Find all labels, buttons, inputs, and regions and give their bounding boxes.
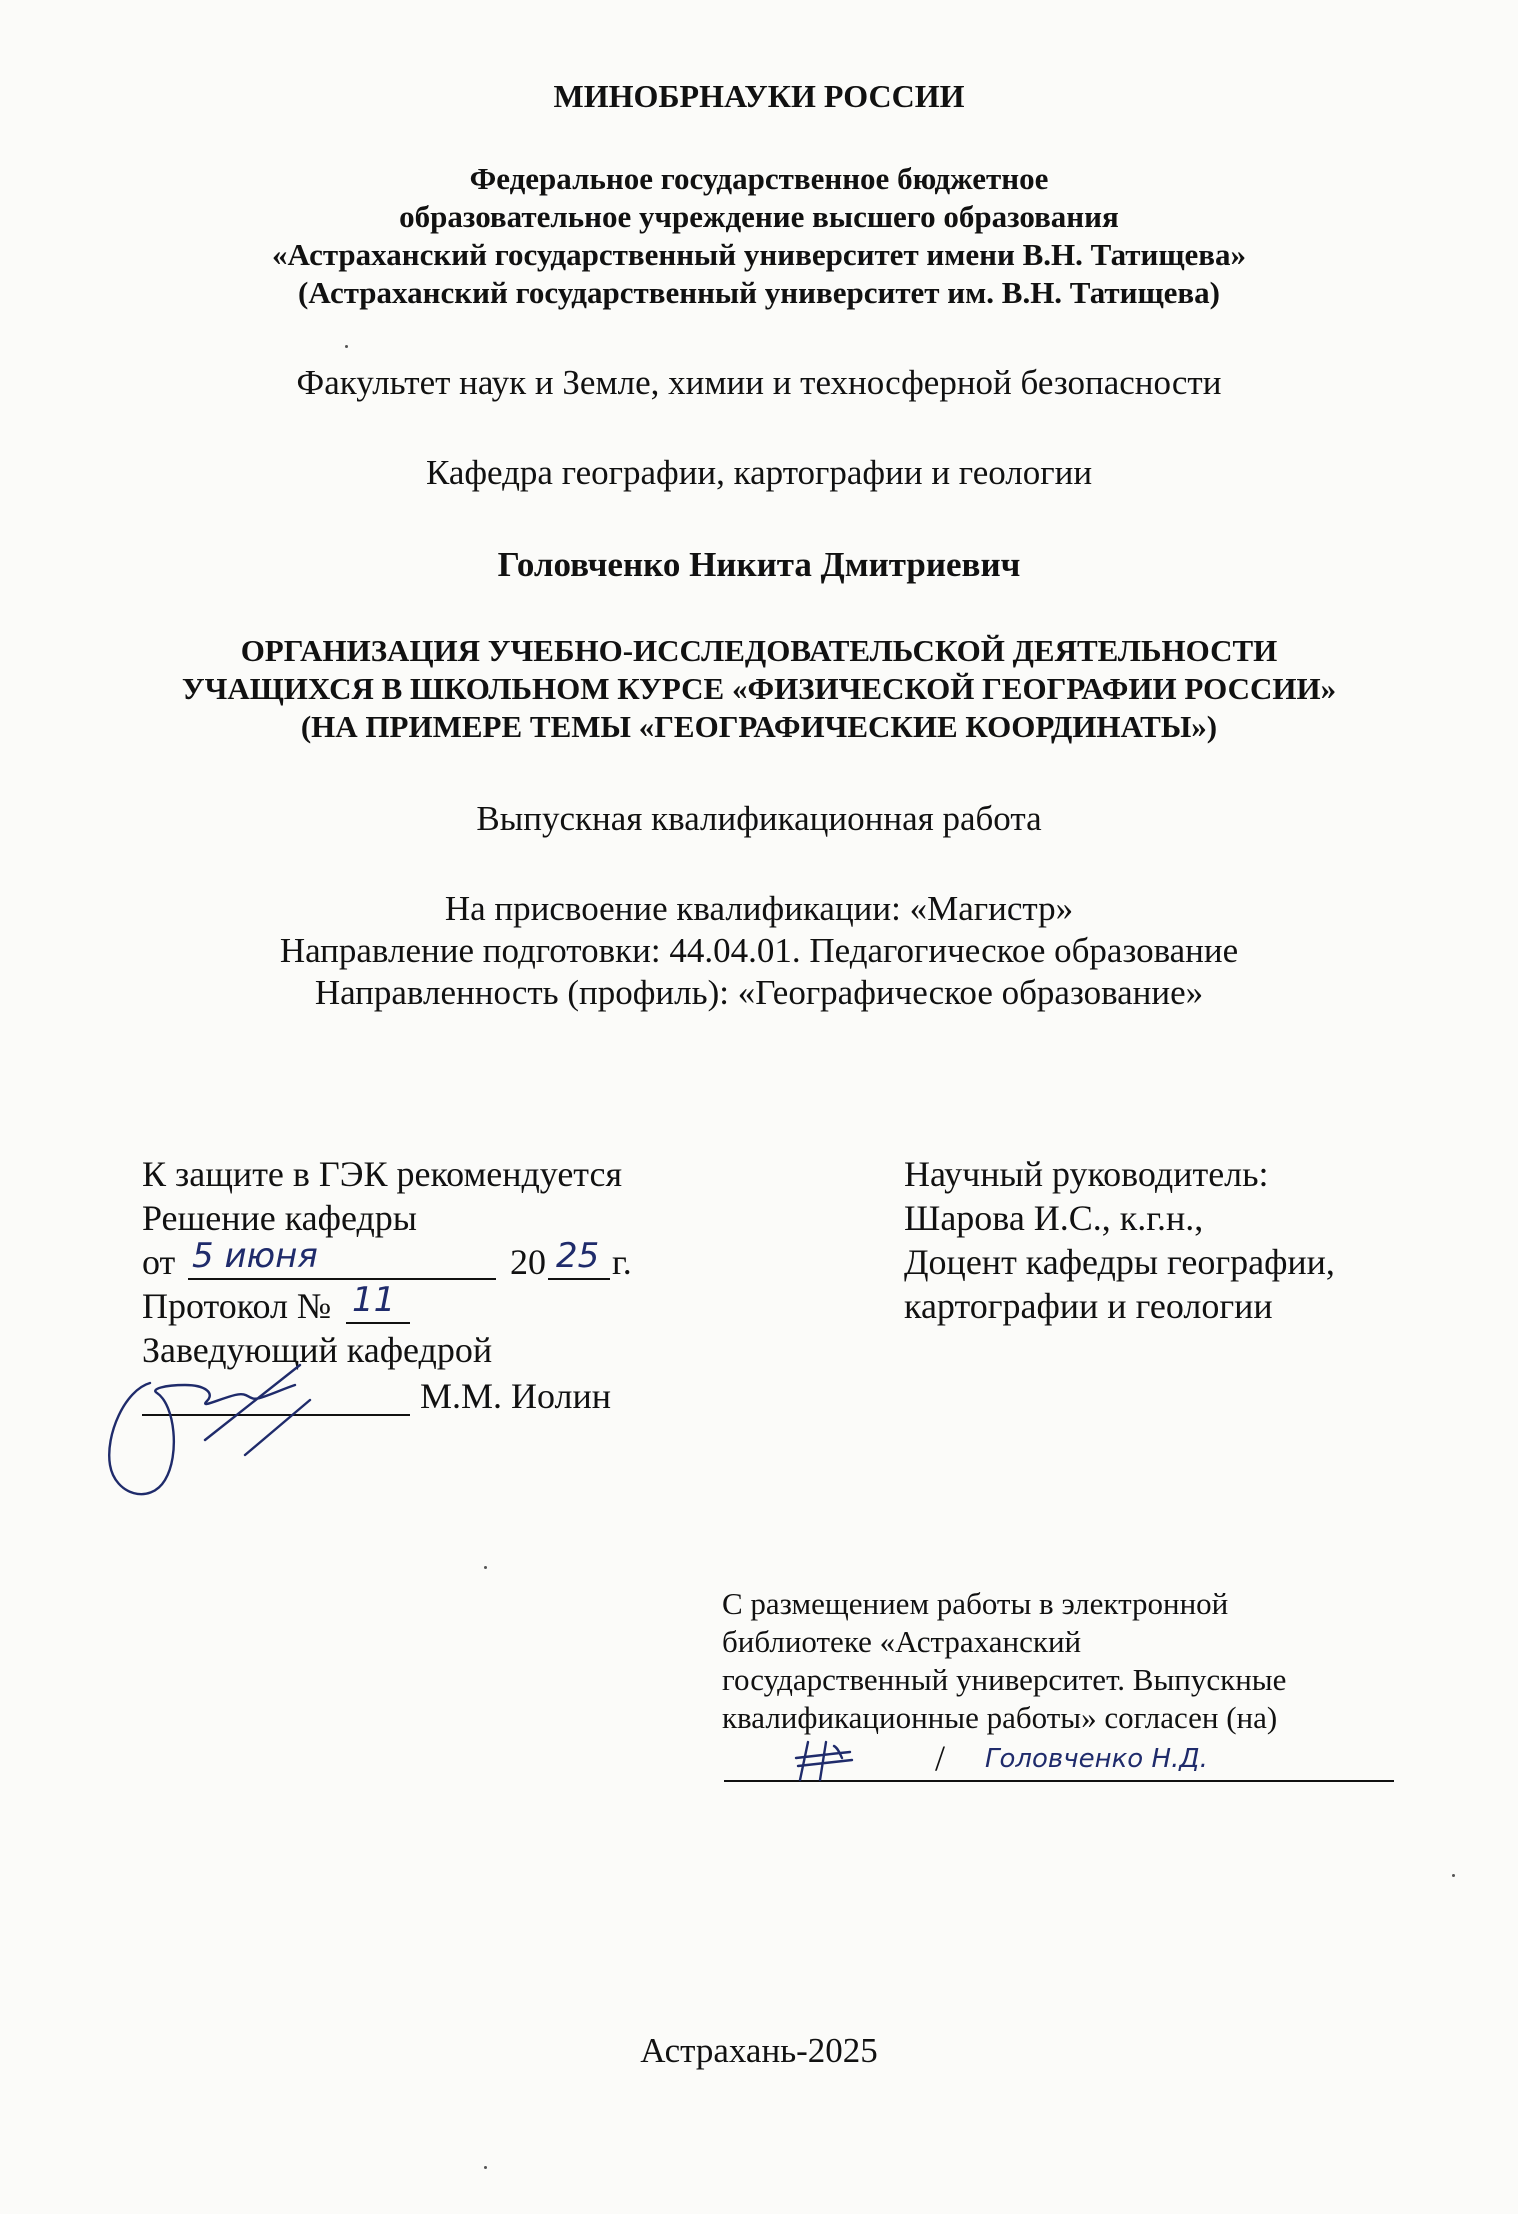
year-suffix: г.	[612, 1242, 632, 1282]
supervisor-line-1: Научный руководитель:	[904, 1154, 1269, 1194]
year-handwritten: 25	[556, 1236, 600, 1276]
supervisor-line-3: Доцент кафедры географии,	[904, 1242, 1335, 1282]
signature-slash: /	[935, 1738, 946, 1778]
year-prefix: 20	[510, 1242, 546, 1282]
date-underline	[188, 1278, 496, 1280]
qualification-line-1: На присвоение квалификации: «Магистр»	[444, 889, 1074, 928]
paper-speck	[484, 2166, 487, 2169]
consent-line-2: библиотеке «Астраханский	[722, 1624, 1082, 1659]
protocol-label: Протокол №	[142, 1286, 332, 1326]
year-underline	[548, 1278, 610, 1280]
approval-line-2: Решение кафедры	[142, 1198, 417, 1238]
paper-speck	[484, 1566, 487, 1569]
paper-speck	[1452, 1874, 1455, 1877]
work-type: Выпускная квалификационная работа	[476, 799, 1042, 838]
title-line-1: ОРГАНИЗАЦИЯ УЧЕБНО-ИССЛЕДОВАТЕЛЬСКОЙ ДЕЯТЕЛЬНОСТИ	[240, 633, 1278, 668]
paper-speck	[345, 345, 348, 348]
title-line-3: (НА ПРИМЕРЕ ТЕМЫ «ГЕОГРАФИЧЕСКИЕ КООРДИНАТЫ»)	[300, 709, 1218, 744]
department: Кафедра географии, картографии и геологии	[425, 453, 1093, 492]
consent-line-1: С размещением работы в электронной	[722, 1586, 1229, 1621]
date-handwritten: 5 июня	[192, 1236, 318, 1276]
org-line-3: «Астраханский государственный университет имени В.Н. Татищева»	[271, 237, 1247, 272]
head-label: Заведующий кафедрой	[142, 1330, 493, 1370]
consent-line-4: квалификационные работы» согласен (на)	[722, 1700, 1278, 1735]
title-line-2: УЧАЩИХСЯ В ШКОЛЬНОМ КУРСЕ «ФИЗИЧЕСКОЙ ГЕОГРАФИИ РОССИИ»	[181, 671, 1337, 706]
ministry-heading: МИНОБРНАУКИ РОССИИ	[553, 78, 965, 114]
protocol-handwritten: 11	[352, 1280, 396, 1320]
protocol-underline	[346, 1322, 410, 1324]
head-name: М.М. Иолин	[420, 1376, 612, 1416]
author-name: Головченко Никита Дмитриевич	[497, 545, 1021, 584]
qualification-line-3: Направленность (профиль): «Географическое образование»	[314, 973, 1204, 1012]
consent-line-3: государственный университет. Выпускные	[722, 1662, 1287, 1697]
head-signature	[95, 1345, 345, 1510]
supervisor-line-2: Шарова И.С., к.г.н.,	[904, 1198, 1204, 1238]
supervisor-line-4: картографии и геологии	[904, 1286, 1273, 1326]
student-name-handwritten: Головченко Н.Д.	[985, 1744, 1208, 1774]
faculty: Факультет наук и Земле, химии и техносферной безопасности	[296, 363, 1222, 402]
org-line-1: Федеральное государственное бюджетное	[469, 161, 1049, 196]
org-line-4: (Астраханский государственный университет им. В.Н. Татищева)	[298, 275, 1220, 310]
qualification-line-2: Направление подготовки: 44.04.01. Педагогическое образование	[279, 931, 1239, 970]
approval-line-1: К защите в ГЭК рекомендуется	[142, 1154, 623, 1194]
city-year: Астрахань-2025	[640, 2031, 878, 2070]
student-signature	[790, 1736, 870, 1786]
org-line-2: образовательное учреждение высшего образования	[399, 199, 1119, 234]
approval-date-prefix: от	[142, 1242, 176, 1282]
